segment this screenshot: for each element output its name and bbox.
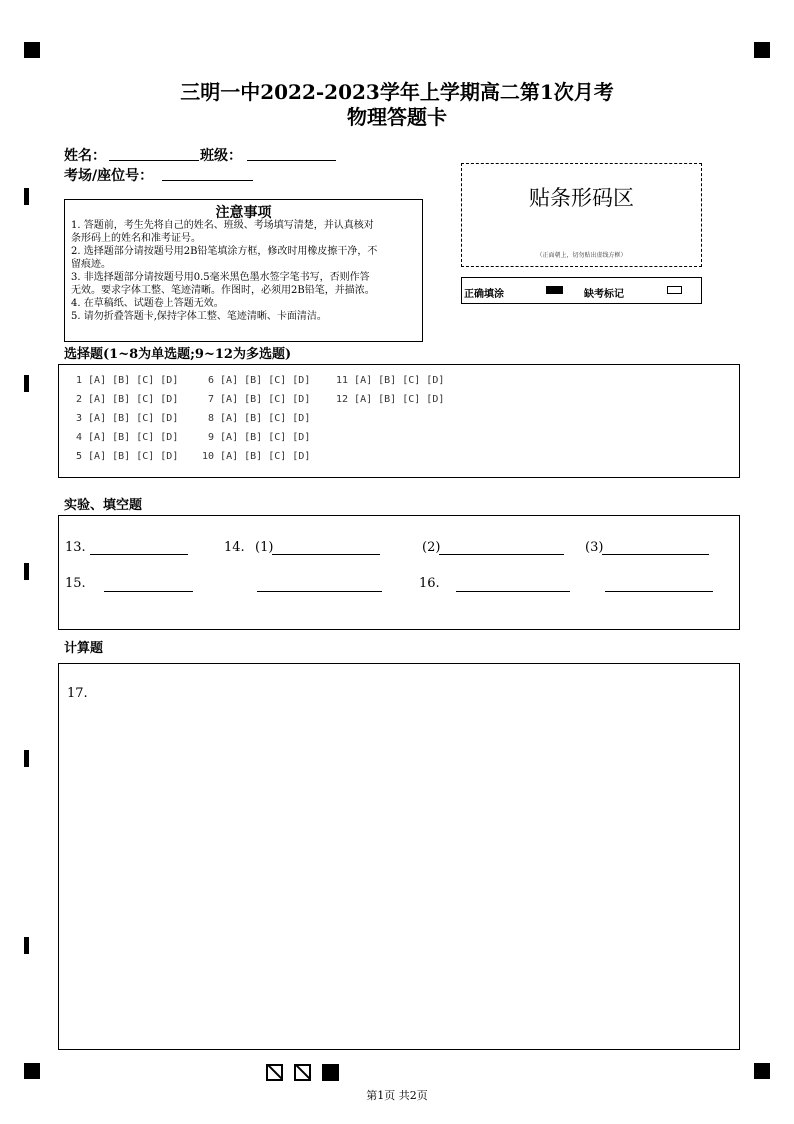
choice-heading: 选择题(1~8为单选题;9~12为多选题) [64,347,292,362]
question-14-part1-blank[interactable] [272,554,380,555]
choice-row[interactable]: 9 [A] [B] [C] [D] [208,432,311,443]
calc-answer-box[interactable] [58,663,740,1050]
corner-mark-top-right [754,42,770,58]
page-code-slash-icon [266,1064,283,1081]
question-14-part2-label: (2) [422,540,441,555]
question-14-part2-blank[interactable] [439,554,564,555]
question-13-blank[interactable] [90,554,188,555]
choice-row[interactable]: 7 [A] [B] [C] [D] [208,394,311,405]
page-number: 第1页 共2页 [366,1089,428,1102]
question-16-blank-1[interactable] [456,591,570,592]
choice-row[interactable]: 12 [A] [B] [C] [D] [336,394,445,405]
absent-mark-checkbox[interactable] [667,286,682,294]
timing-mark [24,375,29,392]
notice-line: 无效。要求字体工整、笔迹清晰。作图时，必须用2B铅笔，并描浓。 [71,285,375,296]
sheet-subtitle: 物理答题卡 [347,105,447,129]
corner-mark-bottom-right [754,1063,770,1079]
choice-row[interactable]: 2 [A] [B] [C] [D] [76,394,179,405]
question-14-part3-label: (3) [585,540,604,555]
choice-row[interactable]: 8 [A] [B] [C] [D] [208,413,311,424]
question-14-part1-label: (1) [255,540,274,555]
question-15-label: 15. [65,576,86,591]
corner-mark-top-left [24,42,40,58]
name-label: 姓名： [64,148,106,164]
class-field[interactable] [247,160,336,161]
class-label: 班级： [200,148,242,164]
timing-mark [24,563,29,580]
question-14-label: 14. [224,540,245,555]
notice-box [64,199,423,342]
barcode-note: （正面朝上，切勿贴出虚线方框） [536,252,627,259]
notice-line: 留痕迹。 [71,259,111,270]
choice-row[interactable]: 5 [A] [B] [C] [D] [76,451,179,462]
room-seat-field[interactable] [162,180,253,181]
notice-line: 3. 非选择题部分请按题号用0.5毫米黑色墨水签字笔书写，否则作答 [71,272,370,283]
calc-heading: 计算题 [64,641,104,656]
notice-title: 注意事项 [215,205,272,221]
timing-mark [24,750,29,767]
question-15-blank-2[interactable] [257,591,382,592]
question-15-blank-1[interactable] [104,591,193,592]
timing-mark [24,188,29,205]
fill-mark-box [461,277,702,304]
notice-line: 5. 请勿折叠答题卡,保持字体工整、笔迹清晰、卡面清洁。 [71,311,327,322]
choice-row[interactable]: 6 [A] [B] [C] [D] [208,375,311,386]
notice-line: 条形码上的姓名和准考证号。 [71,233,201,244]
name-field[interactable] [109,160,199,161]
barcode-area [461,163,702,267]
fill-heading: 实验、填空题 [64,498,143,513]
notice-line: 4. 在草稿纸、试题卷上答题无效。 [71,298,224,309]
notice-line: 2. 选择题部分请按题号用2B铅笔填涂方框，修改时用橡皮擦干净，不 [71,246,378,257]
fill-answer-box [58,515,740,630]
question-16-label: 16. [419,576,440,591]
absent-mark-label: 缺考标记 [584,289,624,300]
page-code-filled-icon [322,1064,339,1081]
choice-row[interactable]: 10 [A] [B] [C] [D] [202,451,311,462]
room-seat-label: 考场/座位号： [64,168,154,184]
question-17-label: 17. [67,686,88,701]
choice-row[interactable]: 11 [A] [B] [C] [D] [336,375,445,386]
corner-mark-bottom-left [24,1063,40,1079]
question-16-blank-2[interactable] [605,591,713,592]
correct-fill-label: 正确填涂 [464,289,504,300]
choice-row[interactable]: 1 [A] [B] [C] [D] [76,375,179,386]
question-13-label: 13. [65,540,86,555]
page-code-slash-icon [294,1064,311,1081]
notice-line: 1. 答题前，考生先将自己的姓名、班级、考场填写清楚，并认真核对 [71,220,374,231]
correct-fill-sample-icon [546,286,563,294]
timing-mark [24,937,29,954]
choice-row[interactable]: 4 [A] [B] [C] [D] [76,432,179,443]
choice-answer-box [58,364,740,478]
question-14-part3-blank[interactable] [602,554,709,555]
exam-title: 三明一中2022-2023学年上学期高二第1次月考 [180,80,614,104]
barcode-title: 贴条形码区 [529,186,634,210]
choice-row[interactable]: 3 [A] [B] [C] [D] [76,413,179,424]
